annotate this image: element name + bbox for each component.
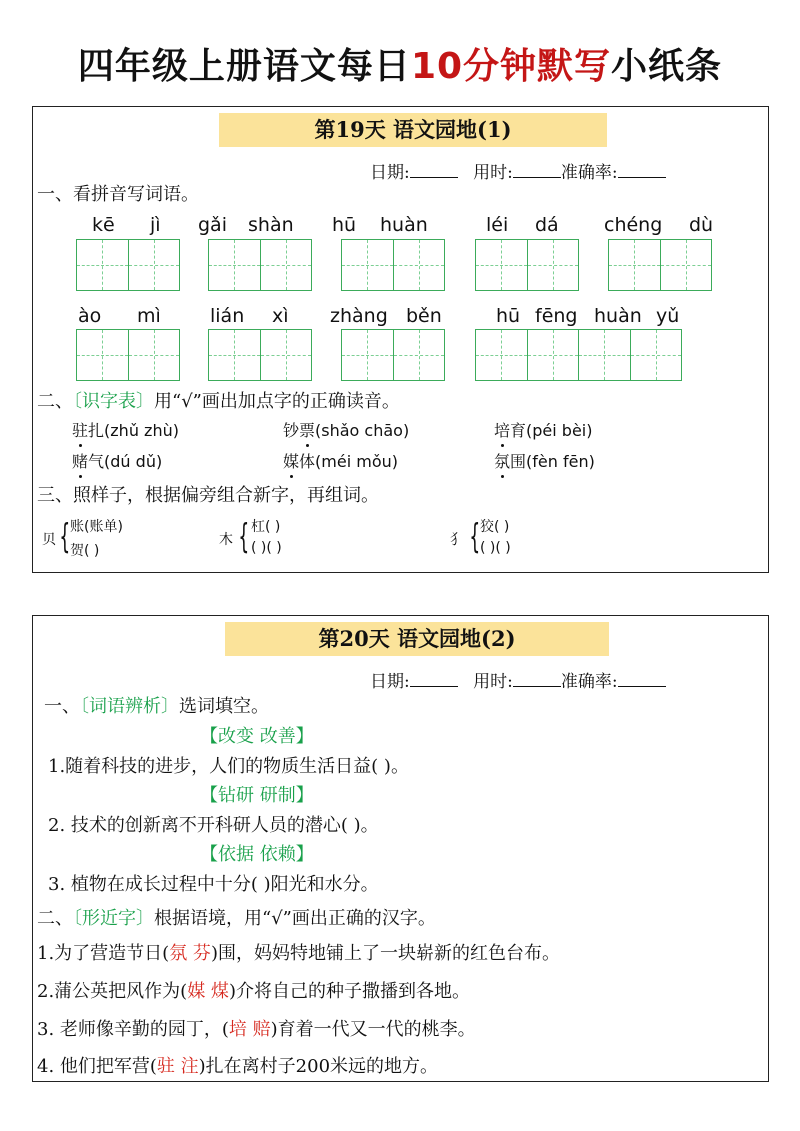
pinyin: jì xyxy=(150,214,161,236)
reading-choice[interactable]: 培育(péi bèi) xyxy=(494,418,593,441)
fill-question[interactable]: 1.随着科技的进步，人们的物质生活日益( )。 xyxy=(48,756,409,777)
reading-choice[interactable]: 驻扎(zhǔ zhù) xyxy=(72,418,179,441)
reading-choice[interactable]: 媒体(méi mǒu) xyxy=(283,449,398,472)
pinyin: huàn xyxy=(594,305,642,327)
section-tag: 〔词语辨析〕 xyxy=(80,696,179,717)
writing-grid[interactable] xyxy=(608,239,711,291)
pinyin: kē xyxy=(92,214,115,236)
day19-title: 第19天 语文园地(1) xyxy=(219,113,607,147)
writing-grid[interactable] xyxy=(341,239,444,291)
group-line: ( )( ) xyxy=(480,540,511,556)
section-tag: 〔形近字〕 xyxy=(73,908,154,929)
word-options: 【依据 依赖】 xyxy=(200,844,314,865)
reading-choice[interactable]: 氛围(fèn fēn) xyxy=(494,449,595,472)
writing-grid[interactable] xyxy=(208,329,311,381)
pinyin: yǔ xyxy=(656,305,680,327)
pinyin: léi xyxy=(486,214,509,236)
word-options: 【改变 改善】 xyxy=(200,726,314,747)
pinyin: gǎi xyxy=(198,214,227,236)
day20-meta: 日期: 用时: 准确率: xyxy=(370,667,666,692)
reading-choice[interactable]: 钞票(shǎo chāo) xyxy=(283,418,409,441)
pinyin: fēng xyxy=(535,305,578,327)
day20-section2: 二、〔形近字〕根据语境，用“√”画出正确的汉字。 xyxy=(37,908,436,929)
group-line: 贺( ) xyxy=(70,543,100,559)
pinyin: hū xyxy=(496,305,521,327)
char-options: 培 赔 xyxy=(228,1019,271,1040)
day19-section1: 一、看拼音写词语。 xyxy=(37,184,199,205)
day20-title: 第20天 语文园地(2) xyxy=(225,622,609,656)
writing-grid[interactable] xyxy=(76,239,179,291)
fill-question[interactable]: 2. 技术的创新离不开科研人员的潜心( )。 xyxy=(48,815,379,836)
pinyin: zhàng xyxy=(330,305,388,327)
day19-meta: 日期: 用时: 准确率: xyxy=(370,158,666,183)
day19-section2: 二、〔识字表〕用“√”画出加点字的正确读音。 xyxy=(37,391,400,412)
brace: { xyxy=(238,517,250,557)
pinyin: hū xyxy=(332,214,357,236)
group-line: ( )( ) xyxy=(251,540,282,556)
similar-char-question[interactable]: 2.蒲公英把风作为(媒 煤)介将自己的种子撒播到各地。 xyxy=(37,981,470,1002)
pinyin: lián xyxy=(210,305,245,327)
pinyin: běn xyxy=(406,305,442,327)
pinyin: xì xyxy=(272,305,289,327)
radical: 贝 xyxy=(42,532,56,548)
fill-question[interactable]: 3. 植物在成长过程中十分( )阳光和水分。 xyxy=(48,874,379,895)
radical: 犭 xyxy=(450,532,464,548)
char-options: 氛 芬 xyxy=(169,943,211,964)
brace: { xyxy=(59,517,71,557)
writing-grid[interactable] xyxy=(208,239,311,291)
brace: { xyxy=(469,517,481,557)
group-line: 杠( ) xyxy=(251,519,281,535)
day20-section1: 一、〔词语辨析〕选词填空。 xyxy=(44,696,269,717)
pinyin: huàn xyxy=(380,214,428,236)
writing-grid[interactable] xyxy=(475,239,578,291)
page-title: 四年级上册语文每日10分钟默写小纸条 xyxy=(77,46,723,87)
pinyin: dá xyxy=(535,214,559,236)
writing-grid[interactable] xyxy=(76,329,179,381)
section-tag: 〔识字表〕 xyxy=(73,391,154,412)
day19-section3: 三、照样子，根据偏旁组合新字，再组词。 xyxy=(37,485,379,506)
pinyin: mì xyxy=(137,305,161,327)
radical: 木 xyxy=(219,532,233,548)
reading-choice[interactable]: 赌气(dú dǔ) xyxy=(72,449,162,472)
pinyin: shàn xyxy=(248,214,294,236)
pinyin: ào xyxy=(78,305,102,327)
char-options: 驻 注 xyxy=(156,1056,199,1077)
pinyin: chéng xyxy=(604,214,663,236)
writing-grid[interactable] xyxy=(341,329,444,381)
writing-grid[interactable] xyxy=(475,329,681,381)
similar-char-question[interactable]: 4. 他们把军营(驻 注)扎在离村子200米远的地方。 xyxy=(37,1056,439,1077)
similar-char-question[interactable]: 3. 老师像辛勤的园丁，(培 赔)育着一代又一代的桃李。 xyxy=(37,1019,476,1040)
pinyin: dù xyxy=(689,214,714,236)
similar-char-question[interactable]: 1.为了营造节日(氛 芬)围，妈妈特地铺上了一块崭新的红色台布。 xyxy=(37,943,560,964)
group-line: 账(账单) xyxy=(70,519,123,535)
word-options: 【钻研 研制】 xyxy=(200,785,314,806)
char-options: 媒 煤 xyxy=(187,981,229,1002)
group-line: 狡( ) xyxy=(480,519,510,535)
